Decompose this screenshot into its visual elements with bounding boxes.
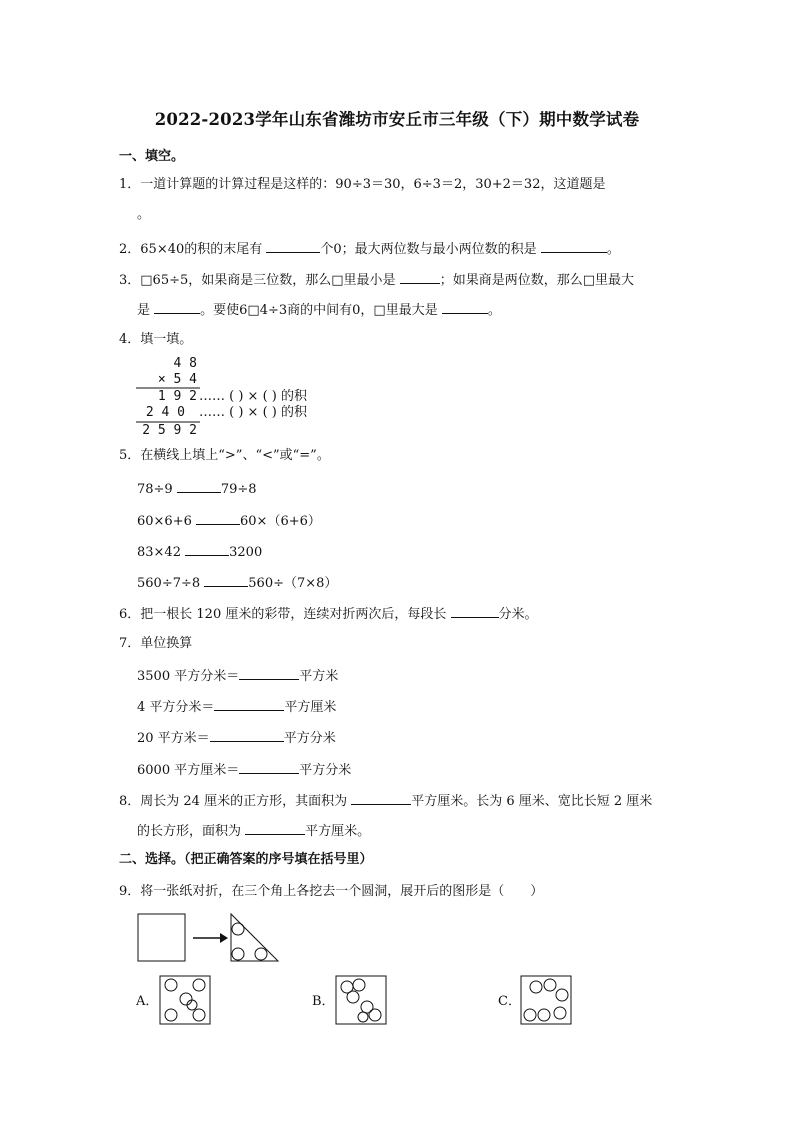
answer-blank[interactable] (177, 480, 221, 493)
question-4-label: 4．填一填。 (119, 332, 193, 347)
page-title: 2022-2023学年山东省潍坊市安丘市三年级（下）期中数学试卷 (154, 110, 640, 129)
partial-product-1-note: …… ( ) × ( ) 的积 (199, 389, 307, 404)
answer-blank[interactable] (442, 301, 488, 314)
question-3-part-d: 。要使6□4÷3商的中间有0，□里最大是 (200, 303, 438, 318)
question-1-line-1: 1．一道计算题的计算过程是这样的：90÷3＝30，6÷3＝2，30+2＝32，这道题是 (119, 177, 606, 192)
question-9-text: 9．将一张纸对折，在三个角上各挖去一个圆洞，展开后的图形是（ ） (119, 884, 544, 899)
multiplicand: 4 8 (173, 356, 197, 371)
question-8-line-2 (137, 822, 370, 840)
conversion-item (137, 698, 336, 716)
conversion-item (137, 667, 338, 685)
answer-blank[interactable] (245, 822, 305, 835)
compare-right: 560÷（7×8） (248, 576, 338, 591)
hole (232, 923, 244, 935)
question-2-part-a: 2．65×40的积的末尾有 (119, 242, 263, 257)
compare-item (137, 512, 321, 530)
option-a-figure[interactable] (159, 975, 213, 1027)
question-8-part-c: 的长方形，面积为 (137, 824, 242, 839)
conversion-right: 平方米 (299, 669, 339, 684)
conversion-right: 平方分米 (299, 763, 352, 778)
answer-blank[interactable] (239, 761, 299, 774)
answer-blank[interactable] (214, 698, 284, 711)
folding-diagram (136, 912, 286, 964)
unfolded-square (138, 914, 185, 961)
question-6-part-b: 分米。 (498, 607, 538, 622)
compare-left: 78÷9 (137, 482, 173, 497)
conversion-left: 6000 平方厘米＝ (137, 763, 240, 778)
conversion-right: 平方分米 (283, 731, 336, 746)
answer-blank[interactable] (204, 574, 248, 587)
question-7-label: 7．单位换算 (119, 636, 193, 651)
conversion-right: 平方厘米 (284, 700, 337, 715)
hole (255, 948, 267, 960)
question-3-line-1 (119, 271, 634, 289)
partial-product-2-note: …… ( ) × ( ) 的积 (199, 405, 307, 420)
section-1-heading: 一、填空。 (119, 149, 185, 164)
compare-right: 79÷8 (220, 482, 257, 497)
question-3-part-b: ；如果商是两位数，那么□里最大 (439, 273, 634, 288)
question-3-part-e: 。 (487, 303, 501, 318)
folded-triangle (231, 914, 278, 961)
question-8-part-d: 平方厘米。 (305, 824, 371, 839)
compare-left: 560÷7÷8 (137, 576, 201, 591)
answer-blank[interactable] (451, 605, 499, 618)
option-c-figure[interactable] (520, 975, 574, 1027)
multiplier: × 5 4 (157, 372, 197, 387)
answer-blank[interactable] (239, 667, 299, 680)
conversion-left: 20 平方米＝ (137, 731, 210, 746)
option-b-label[interactable]: B． (312, 994, 335, 1009)
question-3-part-c: 是 (137, 303, 151, 318)
arrow-head (220, 933, 228, 943)
partial-product-1: 1 9 2 (157, 389, 197, 404)
question-2 (119, 240, 620, 258)
option-a-label[interactable]: A． (136, 994, 159, 1009)
compare-item (137, 574, 337, 592)
question-8-part-a: 8．周长为 24 厘米的正方形，其面积为 (119, 794, 348, 809)
compare-right: 3200 (229, 545, 263, 560)
answer-blank[interactable] (185, 543, 229, 556)
question-3-part-a: 3．□65÷5，如果商是三位数，那么□里最小是 (119, 273, 396, 288)
option-c-label[interactable]: C． (498, 994, 521, 1009)
conversion-item (137, 729, 336, 747)
answer-blank[interactable] (400, 271, 440, 284)
compare-item (137, 543, 262, 561)
answer-blank[interactable] (266, 240, 320, 253)
compare-left: 83×42 (137, 545, 181, 560)
hole (232, 948, 244, 960)
compare-right: 60×（6+6） (240, 514, 321, 529)
question-6 (119, 605, 538, 623)
option-b-figure[interactable] (335, 975, 389, 1027)
question-6-part-a: 6．把一根长 120 厘米的彩带，连续对折两次后，每段长 (119, 607, 447, 622)
question-2-part-b: 个0；最大两位数与最小两位数的积是 (320, 242, 537, 257)
question-3-line-2 (137, 301, 501, 319)
compare-item (137, 480, 257, 498)
answer-blank[interactable] (210, 729, 284, 742)
conversion-item (137, 761, 351, 779)
answer-blank[interactable] (351, 792, 411, 805)
answer-blank[interactable] (196, 512, 240, 525)
conversion-left: 4 平方分米＝ (137, 700, 215, 715)
question-5-label: 5．在横线上填上“>”、“<”或“=”。 (119, 448, 330, 463)
answer-blank[interactable] (541, 240, 607, 253)
conversion-left: 3500 平方分米＝ (137, 669, 240, 684)
section-2-heading: 二、选择。（把正确答案的序号填在括号里） (119, 852, 373, 867)
question-8-part-b: 平方厘米。长为 6 厘米、宽比长短 2 厘米 (411, 794, 653, 809)
question-1-line-2: 。 (137, 207, 151, 222)
question-8-line-1 (119, 792, 652, 810)
partial-product-2: 2 4 0 (145, 405, 185, 420)
answer-blank[interactable] (154, 301, 200, 314)
compare-left: 60×6+6 (137, 514, 192, 529)
question-2-part-c: 。 (606, 242, 620, 257)
product: 2 5 9 2 (142, 423, 197, 438)
